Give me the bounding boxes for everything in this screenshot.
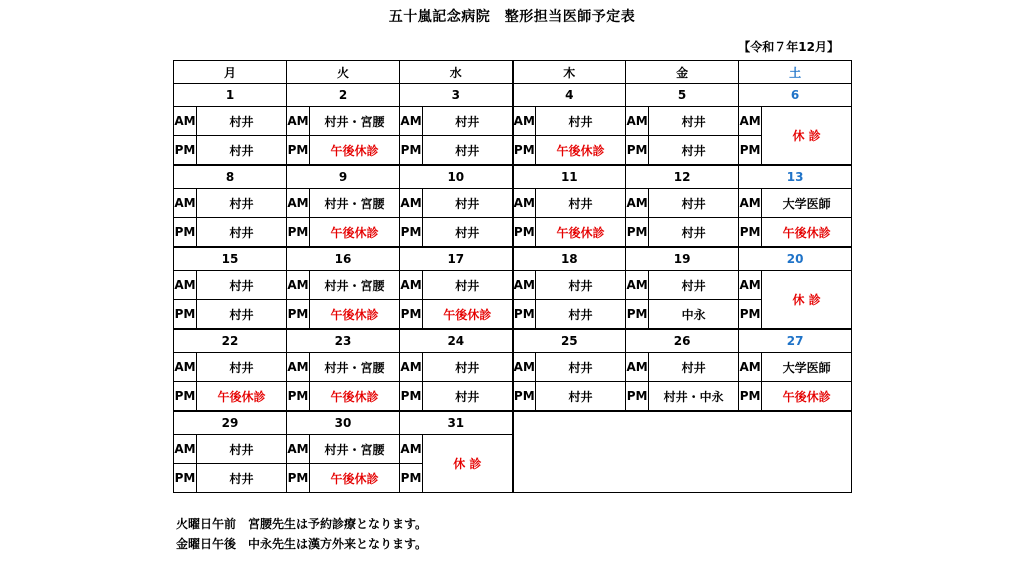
am-label: AM (287, 271, 310, 300)
date-cell: 8 (174, 165, 287, 189)
empty-area (513, 411, 852, 493)
am-doctor: 村井 (423, 271, 513, 300)
am-label: AM (174, 435, 197, 464)
pm-label: PM (400, 382, 423, 412)
am-label: AM (626, 107, 649, 136)
am-doctor: 村井 (649, 353, 739, 382)
pm-label: PM (400, 464, 423, 493)
am-label: AM (739, 107, 762, 136)
date-cell: 11 (513, 165, 626, 189)
date-cell: 16 (287, 247, 400, 271)
am-label: AM (287, 435, 310, 464)
pm-label: PM (287, 464, 310, 493)
pm-doctor: 午後休診 (423, 300, 513, 330)
date-cell: 12 (626, 165, 739, 189)
closed-cell: 休 診 (762, 271, 852, 330)
am-doctor: 村井 (197, 107, 287, 136)
am-label: AM (174, 353, 197, 382)
pm-label: PM (513, 218, 536, 248)
date-cell: 4 (513, 84, 626, 107)
am-doctor: 村井 (536, 107, 626, 136)
date-cell: 26 (626, 329, 739, 353)
am-label: AM (287, 107, 310, 136)
pm-doctor: 村井 (649, 218, 739, 248)
am-label: AM (626, 353, 649, 382)
am-doctor: 村井 (197, 271, 287, 300)
pm-doctor: 村井 (649, 136, 739, 166)
pm-label: PM (739, 382, 762, 412)
am-doctor: 村井・宮腰 (310, 435, 400, 464)
weekday-header: 土 (739, 61, 852, 84)
am-label: AM (513, 271, 536, 300)
date-cell: 17 (400, 247, 513, 271)
pm-doctor: 午後休診 (762, 382, 852, 412)
am-doctor: 村井 (649, 107, 739, 136)
date-cell: 6 (739, 84, 852, 107)
am-label: AM (400, 189, 423, 218)
pm-label: PM (513, 382, 536, 412)
pm-label: PM (513, 136, 536, 166)
weekday-header: 火 (287, 61, 400, 84)
pm-doctor: 午後休診 (536, 218, 626, 248)
am-doctor: 村井 (423, 189, 513, 218)
date-cell: 13 (739, 165, 852, 189)
pm-doctor: 村井 (197, 218, 287, 248)
am-doctor: 大学医師 (762, 189, 852, 218)
date-cell: 18 (513, 247, 626, 271)
date-cell: 24 (400, 329, 513, 353)
date-cell: 27 (739, 329, 852, 353)
pm-doctor: 村井 (197, 136, 287, 166)
am-doctor: 村井 (649, 189, 739, 218)
am-doctor: 村井 (649, 271, 739, 300)
date-cell: 23 (287, 329, 400, 353)
pm-label: PM (739, 300, 762, 330)
am-doctor: 村井 (536, 353, 626, 382)
weekday-header: 木 (513, 61, 626, 84)
pm-label: PM (626, 136, 649, 166)
pm-doctor: 午後休診 (310, 136, 400, 166)
am-label: AM (174, 271, 197, 300)
date-cell: 3 (400, 84, 513, 107)
am-label: AM (400, 271, 423, 300)
pm-label: PM (174, 136, 197, 166)
am-label: AM (739, 189, 762, 218)
am-doctor: 村井 (536, 189, 626, 218)
am-doctor: 村井・宮腰 (310, 271, 400, 300)
pm-label: PM (174, 382, 197, 412)
am-label: AM (513, 189, 536, 218)
note-line: 金曜日午後 中永先生は漢方外来となります。 (176, 537, 428, 551)
am-doctor: 村井 (423, 107, 513, 136)
date-cell: 30 (287, 411, 400, 435)
weekday-header: 水 (400, 61, 513, 84)
pm-doctor: 村井 (197, 300, 287, 330)
pm-doctor: 村井 (536, 382, 626, 412)
date-cell: 2 (287, 84, 400, 107)
pm-label: PM (400, 218, 423, 248)
am-doctor: 村井・宮腰 (310, 353, 400, 382)
date-cell: 22 (174, 329, 287, 353)
pm-label: PM (174, 300, 197, 330)
pm-doctor: 午後休診 (310, 218, 400, 248)
pm-doctor: 午後休診 (310, 382, 400, 412)
note-line: 火曜日午前 宮腰先生は予約診療となります。 (176, 517, 428, 531)
am-doctor: 村井 (536, 271, 626, 300)
am-doctor: 村井・宮腰 (310, 189, 400, 218)
am-doctor: 村井 (197, 353, 287, 382)
notes (176, 514, 427, 554)
date-cell: 15 (174, 247, 287, 271)
am-doctor: 村井 (423, 353, 513, 382)
date-cell: 1 (174, 84, 287, 107)
pm-doctor: 午後休診 (762, 218, 852, 248)
pm-doctor: 村井 (197, 464, 287, 493)
pm-doctor: 村井 (423, 218, 513, 248)
pm-label: PM (400, 136, 423, 166)
date-cell: 5 (626, 84, 739, 107)
date-label: 【令和７年12月】 (738, 40, 839, 54)
closed-cell: 休 診 (762, 107, 852, 166)
page-title: 五十嵐記念病院 整形担当医師予定表 (388, 9, 636, 25)
pm-label: PM (626, 382, 649, 412)
schedule-table (173, 60, 852, 493)
pm-label: PM (287, 218, 310, 248)
date-cell: 31 (400, 411, 513, 435)
am-label: AM (739, 353, 762, 382)
am-label: AM (287, 353, 310, 382)
closed-cell: 休 診 (423, 435, 513, 493)
am-label: AM (287, 189, 310, 218)
am-doctor: 大学医師 (762, 353, 852, 382)
pm-label: PM (513, 300, 536, 330)
pm-label: PM (739, 136, 762, 166)
am-label: AM (400, 353, 423, 382)
pm-doctor: 村井 (423, 382, 513, 412)
pm-label: PM (174, 218, 197, 248)
am-label: AM (174, 189, 197, 218)
date-cell: 9 (287, 165, 400, 189)
am-doctor: 村井 (197, 189, 287, 218)
pm-doctor: 中永 (649, 300, 739, 330)
date-cell: 10 (400, 165, 513, 189)
am-label: AM (626, 271, 649, 300)
pm-doctor: 村井 (423, 136, 513, 166)
pm-doctor: 午後休診 (310, 300, 400, 330)
pm-label: PM (287, 382, 310, 412)
am-label: AM (626, 189, 649, 218)
am-label: AM (513, 353, 536, 382)
am-label: AM (174, 107, 197, 136)
am-doctor: 村井・宮腰 (310, 107, 400, 136)
am-label: AM (739, 271, 762, 300)
pm-doctor: 午後休診 (536, 136, 626, 166)
pm-label: PM (287, 136, 310, 166)
pm-label: PM (739, 218, 762, 248)
date-cell: 29 (174, 411, 287, 435)
am-label: AM (513, 107, 536, 136)
date-cell: 20 (739, 247, 852, 271)
date-cell: 25 (513, 329, 626, 353)
am-label: AM (400, 107, 423, 136)
pm-doctor: 午後休診 (197, 382, 287, 412)
pm-doctor: 村井 (536, 300, 626, 330)
weekday-header: 月 (174, 61, 287, 84)
pm-doctor: 村井・中永 (649, 382, 739, 412)
pm-label: PM (400, 300, 423, 330)
am-label: AM (400, 435, 423, 464)
pm-label: PM (626, 300, 649, 330)
pm-label: PM (626, 218, 649, 248)
pm-doctor: 午後休診 (310, 464, 400, 493)
weekday-header: 金 (626, 61, 739, 84)
pm-label: PM (287, 300, 310, 330)
am-doctor: 村井 (197, 435, 287, 464)
pm-label: PM (174, 464, 197, 493)
date-cell: 19 (626, 247, 739, 271)
